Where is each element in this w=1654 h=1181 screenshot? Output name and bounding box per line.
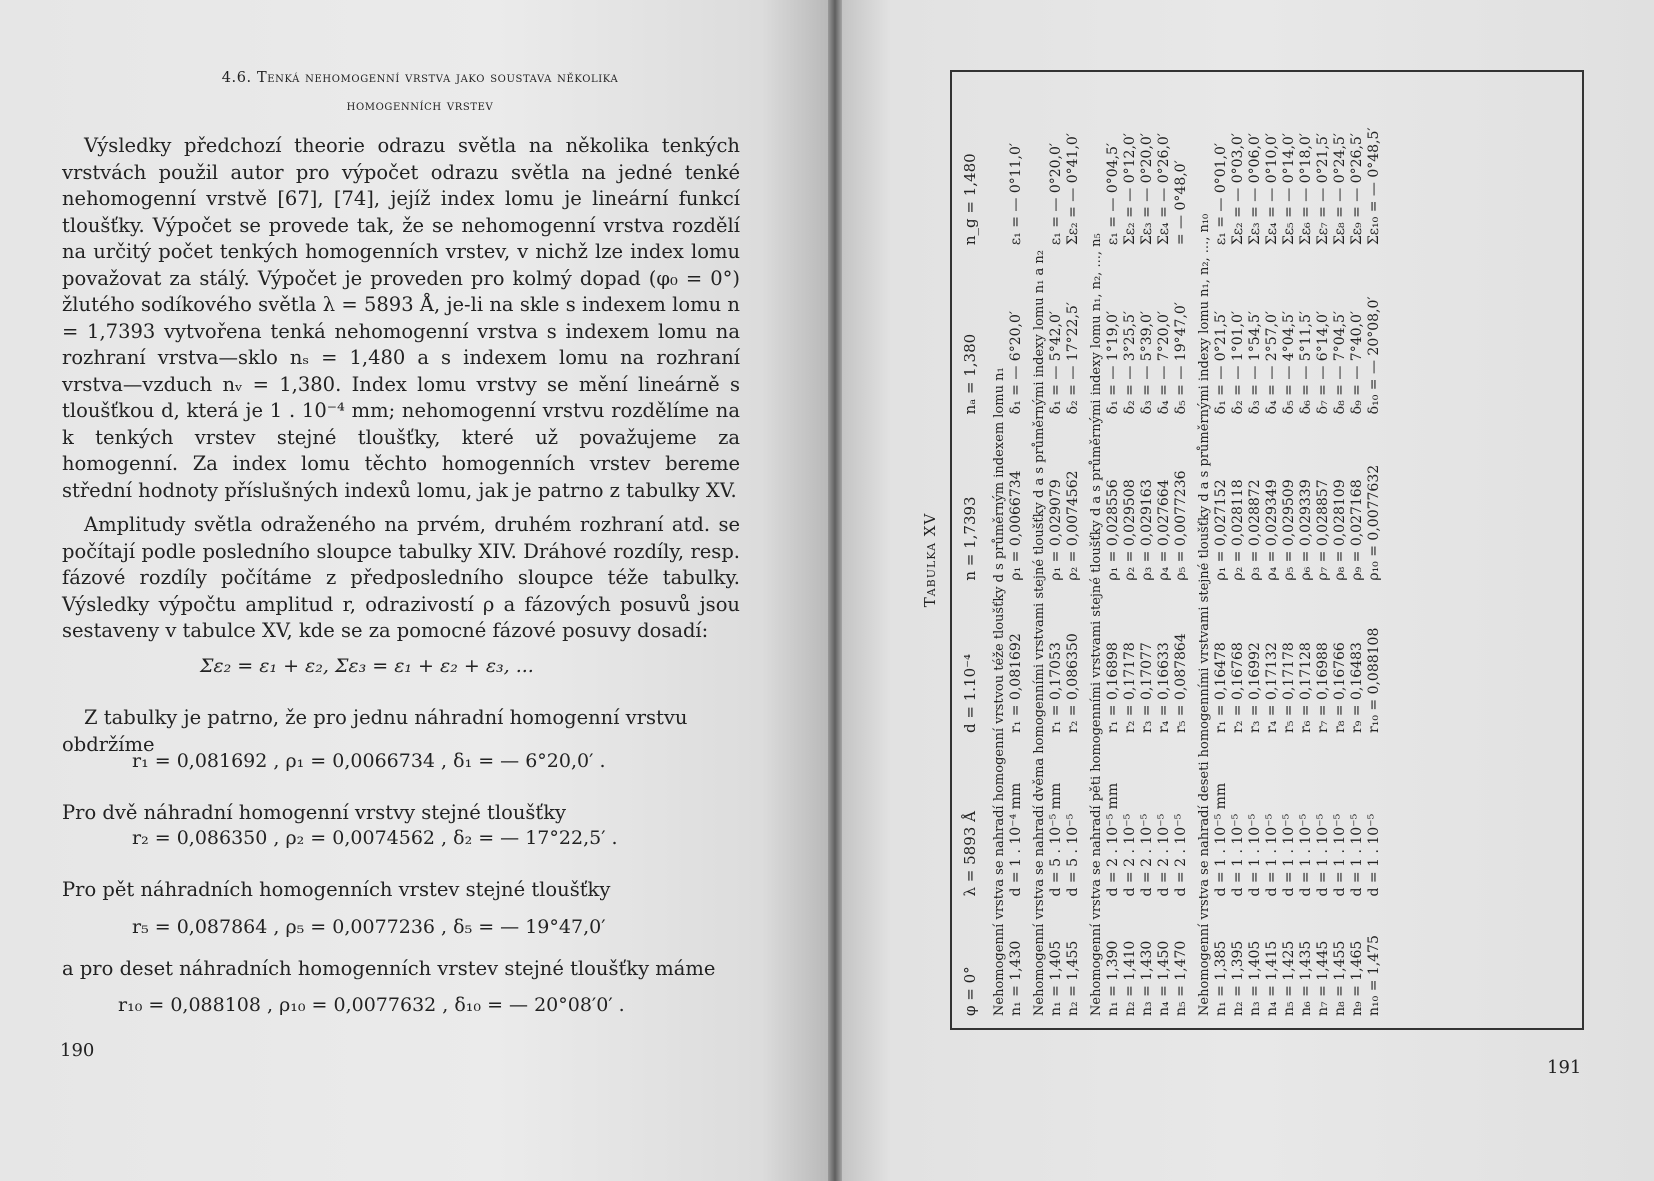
table-cell: d = 5 . 10⁻⁵ mm bbox=[1048, 782, 1064, 897]
table-cell: δ₉ = — 7°40,0′ bbox=[1349, 310, 1365, 415]
table-cell: ρ₁₀ = 0,0077632 bbox=[1366, 464, 1382, 581]
table-cell: n₄ = 1,450 bbox=[1156, 940, 1172, 1016]
paragraph-5: Pro pět náhradních homogenních vrstev stejné tloušťky bbox=[62, 878, 611, 901]
table-cell: Σε₃ = — 0°06,0′ bbox=[1247, 133, 1263, 246]
table-cell: r₅ = 0,087864 bbox=[1173, 633, 1189, 733]
table-cell: ρ₅ = 0,029509 bbox=[1281, 479, 1297, 581]
table-cell: n₅ = 1,425 bbox=[1281, 940, 1297, 1016]
table-cell: δ₂ = — 1°01,0′ bbox=[1230, 310, 1246, 415]
table-row bbox=[1213, 80, 1230, 1020]
table-cell: r₃ = 0,16992 bbox=[1247, 642, 1263, 733]
table-cell: ρ₇ = 0,028857 bbox=[1315, 479, 1331, 581]
data-table bbox=[962, 80, 1383, 1020]
table-cell: n₁ = 1,430 bbox=[1008, 940, 1024, 1016]
table-cell: ρ₁ = 0,029079 bbox=[1048, 479, 1064, 581]
table-cell: d = 2 . 10⁻⁵ bbox=[1173, 813, 1189, 897]
table-cell: ρ₁ = 0,0066734 bbox=[1008, 470, 1024, 581]
table-row bbox=[1139, 80, 1156, 1020]
param-n: n = 1,7393 bbox=[961, 496, 979, 581]
table-cell: δ₁ = — 5°42,0′ bbox=[1048, 310, 1064, 415]
page-number-left: 190 bbox=[60, 1040, 95, 1061]
section-caption-row bbox=[1082, 80, 1105, 1020]
table-cell: δ₆ = — 5°11,5′ bbox=[1298, 310, 1314, 415]
table-cell: n₅ = 1,470 bbox=[1173, 940, 1189, 1016]
table-cell: n₁ = 1,385 bbox=[1213, 940, 1229, 1016]
table-cell: ρ₄ = 0,027664 bbox=[1156, 479, 1172, 581]
table-cell: r₅ = 0,17178 bbox=[1281, 642, 1297, 733]
table-cell: = — 0°48,0′ bbox=[1173, 160, 1189, 246]
table-row bbox=[1264, 80, 1281, 1020]
section-caption-row bbox=[985, 80, 1008, 1020]
table-cell: δ₁ = — 1°19,0′ bbox=[1105, 310, 1121, 415]
table-cell: ε₁ = — 0°20,0′ bbox=[1048, 142, 1064, 246]
table-row bbox=[1173, 80, 1190, 1020]
table-row bbox=[1281, 80, 1298, 1020]
table-cell: ρ₂ = 0,028118 bbox=[1230, 479, 1246, 581]
table-cell: ε₁ = — 0°04,5′ bbox=[1105, 142, 1121, 246]
page-number-right: 191 bbox=[1547, 1057, 1582, 1078]
section-caption: Nehomogenní vrstva se nahradí dvěma homogenními vrstvami stejné tloušťky d a s průměrnými indexy lomu n₁ a n₂ bbox=[1032, 250, 1047, 1016]
table-rotated bbox=[962, 80, 1572, 1020]
table-cell: r₃ = 0,17077 bbox=[1139, 642, 1155, 733]
table-cell: n₂ = 1,410 bbox=[1122, 940, 1138, 1016]
table-row bbox=[1048, 80, 1065, 1020]
formula-ten-layers: r₁₀ = 0,088108 , ρ₁₀ = 0,0077632 , δ₁₀ = — 20°08′0′ . bbox=[118, 994, 625, 1016]
table-cell: Σε₈ = — 0°24,5′ bbox=[1332, 133, 1348, 246]
table-title: Tabulka XV bbox=[921, 512, 939, 608]
table-cell: r₁ = 0,081692 bbox=[1008, 633, 1024, 733]
table-row bbox=[1008, 80, 1025, 1020]
table-cell: ρ₁ = 0,028556 bbox=[1105, 479, 1121, 581]
param-phi: φ = 0° bbox=[961, 966, 979, 1016]
table-cell: Σε₂ = — 0°41,0′ bbox=[1065, 133, 1081, 246]
table-cell: n₃ = 1,430 bbox=[1139, 940, 1155, 1016]
section-caption-row bbox=[1190, 80, 1213, 1020]
table-cell: n₂ = 1,395 bbox=[1230, 940, 1246, 1016]
section-caption: Nehomogenní vrstva se nahradí pěti homogenními vrstvami stejné tloušťky d a s průměrnými indexy lomu n₁, n₂, ..., n₅ bbox=[1089, 233, 1104, 1016]
table-cell: r₄ = 0,16633 bbox=[1156, 642, 1172, 733]
table-cell: ε₁ = — 0°01,0′ bbox=[1213, 142, 1229, 246]
table-xv bbox=[950, 70, 1584, 1030]
table-cell: d = 5 . 10⁻⁵ bbox=[1065, 813, 1081, 897]
table-cell: ρ₃ = 0,029163 bbox=[1139, 479, 1155, 581]
table-cell: d = 2 . 10⁻⁵ bbox=[1139, 813, 1155, 897]
table-cell: d = 1 . 10⁻⁵ bbox=[1298, 813, 1314, 897]
table-row bbox=[1349, 80, 1366, 1020]
table-cell: d = 2 . 10⁻⁵ bbox=[1122, 813, 1138, 897]
table-cell: δ₁ = — 0°21,5′ bbox=[1213, 310, 1229, 415]
table-cell: ρ₂ = 0,029508 bbox=[1122, 479, 1138, 581]
table-cell: δ₁₀ = — 20°08,0′ bbox=[1366, 296, 1382, 415]
table-cell: n₈ = 1,455 bbox=[1332, 940, 1348, 1016]
table-cell: Σε₁₀ = — 0°48,5′ bbox=[1366, 127, 1382, 246]
section-caption: Nehomogenní vrstva se nahradí deseti homogenními vrstvami stejné tloušťky d a s průměrnými indexy lomu n₁, n₂, ..., n₁₀ bbox=[1197, 213, 1212, 1016]
table-row bbox=[1247, 80, 1264, 1020]
section-caption-row bbox=[1025, 80, 1048, 1020]
table-cell: n₁ = 1,405 bbox=[1048, 940, 1064, 1016]
table-cell: n₄ = 1,415 bbox=[1264, 940, 1280, 1016]
param-na: nₐ = 1,380 bbox=[961, 333, 979, 415]
formula-five-layers: r₅ = 0,087864 , ρ₅ = 0,0077236 , δ₅ = — 19°47,0′ bbox=[132, 916, 606, 938]
table-cell: δ₅ = — 4°04,5′ bbox=[1281, 310, 1297, 415]
table-cell: n₂ = 1,455 bbox=[1065, 940, 1081, 1016]
table-cell: r₇ = 0,16988 bbox=[1315, 642, 1331, 733]
table-cell: ρ₁ = 0,027152 bbox=[1213, 479, 1229, 581]
section-heading bbox=[120, 64, 720, 120]
table-cell: Σε₂ = — 0°12,0′ bbox=[1122, 133, 1138, 246]
paragraph-2: Amplitudy světla odraženého na prvém, druhém rozhraní atd. se počítají podle posledního sloupce tabulky XIV. Dráhové rozdíly, resp. fázové rozdíly počítáme z předposledního sloupce téže tabulky. Výsledky výpočtu amplitud r, odrazivostí ρ a fázových posuvů jsou sestaveny v tabulce XV, kde se za pomocné fázové posuvy dosadí: bbox=[62, 513, 740, 642]
table-cell: n₆ = 1,435 bbox=[1298, 940, 1314, 1016]
table-row bbox=[1065, 80, 1082, 1020]
table-row bbox=[1230, 80, 1247, 1020]
table-cell: δ₇ = — 6°14,0′ bbox=[1315, 310, 1331, 415]
heading-line-2: homogenních vrstev bbox=[346, 98, 494, 114]
heading-line-1: 4.6. Tenká nehomogenní vrstva jako soustava několika bbox=[221, 70, 619, 86]
paragraph-1: Výsledky předchozí theorie odrazu světla na několika tenkých vrstvách použil autor pro výpočet odrazu světla na jedné tenké nehomogenní vrstvě [67], [74], jejíž index lomu je lineární funkcí tloušťky. Výpočet se provede tak, že se nehomogenní vrstva rozdělí na určitý počet tenkých homogenních vrstev, v nichž lze index lomu považovat za stálý. Výpočet je proveden pro kolmý dopad (φ₀ = 0°) žlutého sodíkového světla λ = 5893 Å, je-li na skle s indexem lomu n = 1,7393 vytvořena tenká nehomogenní vrstva s indexem lomu na rozhraní vrstva—sklo nₛ = 1,480 a s indexem lomu na rozhraní vrstva—vzduch nᵥ = 1,380. Index lomu vrstvy se mění lineárně s tloušťkou d, která je 1 . 10⁻⁴ mm; nehomogenní vrstvu rozdělíme na k tenkých vrstev stejné tloušťky, které už považujeme za homogenní. Za index lomu těchto homogenních vrstev bereme střední hodnoty příslušných indexů lomu, jak je patrno z tabulky XV. bbox=[62, 134, 740, 502]
table-cell: δ₃ = — 1°54,5′ bbox=[1247, 310, 1263, 415]
paragraph-4: Pro dvě náhradní homogenní vrstvy stejné tloušťky bbox=[62, 801, 567, 824]
table-cell: Σε₄ = — 0°10,0′ bbox=[1264, 133, 1280, 246]
table-cell: d = 2 . 10⁻⁵ bbox=[1156, 813, 1172, 897]
table-cell: r₂ = 0,17178 bbox=[1122, 642, 1138, 733]
table-row bbox=[1366, 80, 1383, 1020]
table-cell: r₁₀ = 0,088108 bbox=[1366, 627, 1382, 733]
formula-sum: Σε₂ = ε₁ + ε₂, Σε₃ = ε₁ + ε₂ + ε₃, ... bbox=[200, 655, 534, 677]
table-cell: ρ₃ = 0,028872 bbox=[1247, 479, 1263, 581]
table-cell: ρ₈ = 0,028109 bbox=[1332, 479, 1348, 581]
table-cell: r₉ = 0,16483 bbox=[1349, 642, 1365, 733]
paragraph-6: a pro deset náhradních homogenních vrstev stejné tloušťky máme bbox=[62, 957, 716, 980]
table-cell: d = 1 . 10⁻⁵ bbox=[1281, 813, 1297, 897]
params-row bbox=[962, 80, 985, 1020]
table-cell: δ₄ = — 2°57,0′ bbox=[1264, 310, 1280, 415]
table-cell: r₁ = 0,17053 bbox=[1048, 642, 1064, 733]
table-row bbox=[1298, 80, 1315, 1020]
section-caption: Nehomogenní vrstva se nahradí homogenní vrstvou téže tloušťky d s průměrným indexem lomu n₁ bbox=[992, 367, 1007, 1016]
table-cell: ε₁ = — 0°11,0′ bbox=[1008, 142, 1024, 246]
table-cell: r₂ = 0,16768 bbox=[1230, 642, 1246, 733]
table-row bbox=[1122, 80, 1139, 1020]
formula-two-layers: r₂ = 0,086350 , ρ₂ = 0,0074562 , δ₂ = — 17°22,5′ . bbox=[132, 827, 618, 849]
table-cell: Σε₂ = — 0°03,0′ bbox=[1230, 133, 1246, 246]
table-cell: r₄ = 0,17132 bbox=[1264, 642, 1280, 733]
table-cell: δ₅ = — 19°47,0′ bbox=[1173, 302, 1189, 415]
table-cell: δ₄ = — 7°20,0′ bbox=[1156, 310, 1172, 415]
table-cell: n₁ = 1,390 bbox=[1105, 940, 1121, 1016]
param-d: d = 1.10⁻⁴ bbox=[961, 653, 979, 733]
table-cell: Σε₇ = — 0°21,5′ bbox=[1315, 133, 1331, 246]
table-cell: r₂ = 0,086350 bbox=[1065, 633, 1081, 733]
table-cell: δ₁ = — 6°20,0′ bbox=[1008, 310, 1024, 415]
table-cell: d = 1 . 10⁻⁵ bbox=[1366, 813, 1382, 897]
table-cell: δ₈ = — 7°04,5′ bbox=[1332, 310, 1348, 415]
table-row bbox=[1315, 80, 1332, 1020]
table-cell: d = 1 . 10⁻⁵ bbox=[1349, 813, 1365, 897]
table-cell: Σε₅ = — 0°14,0′ bbox=[1281, 133, 1297, 246]
table-cell: d = 1 . 10⁻⁴ mm bbox=[1008, 782, 1024, 897]
table-cell: n₉ = 1,465 bbox=[1349, 940, 1365, 1016]
table-cell: ρ₉ = 0,027168 bbox=[1349, 479, 1365, 581]
table-cell: r₁ = 0,16898 bbox=[1105, 642, 1121, 733]
table-title-wrap bbox=[905, 500, 955, 620]
table-cell: r₆ = 0,17128 bbox=[1298, 642, 1314, 733]
table-cell: d = 2 . 10⁻⁵ mm bbox=[1105, 782, 1121, 897]
table-cell: δ₃ = — 5°39,0′ bbox=[1139, 310, 1155, 415]
table-cell: Σε₉ = — 0°26,5′ bbox=[1349, 133, 1365, 246]
formula-one-layer: r₁ = 0,081692 , ρ₁ = 0,0066734 , δ₁ = — 6°20,0′ . bbox=[132, 750, 606, 772]
book-gutter bbox=[828, 0, 842, 1181]
table-cell: d = 1 . 10⁻⁵ mm bbox=[1213, 782, 1229, 897]
paragraph-3: Z tabulky je patrno, že pro jednu náhradní homogenní vrstvu obdržíme bbox=[62, 706, 688, 756]
table-cell: δ₂ = — 17°22,5′ bbox=[1065, 302, 1081, 415]
table-cell: r₁ = 0,16478 bbox=[1213, 642, 1229, 733]
table-cell: d = 1 . 10⁻⁵ bbox=[1332, 813, 1348, 897]
table-cell: ρ₄ = 0,029349 bbox=[1264, 479, 1280, 581]
param-lambda: λ = 5893 Å bbox=[961, 811, 979, 897]
table-cell: ρ₂ = 0,0074562 bbox=[1065, 470, 1081, 581]
table-cell: n₃ = 1,405 bbox=[1247, 940, 1263, 1016]
table-cell: d = 1 . 10⁻⁵ bbox=[1315, 813, 1331, 897]
table-row bbox=[1105, 80, 1122, 1020]
table-cell: δ₂ = — 3°25,5′ bbox=[1122, 310, 1138, 415]
table-cell: Σε₃ = — 0°20,0′ bbox=[1139, 133, 1155, 246]
table-cell: n₁₀ = 1,475 bbox=[1366, 935, 1382, 1016]
table-row bbox=[1156, 80, 1173, 1020]
table-cell: d = 1 . 10⁻⁵ bbox=[1230, 813, 1246, 897]
table-cell: Σε₄ = — 0°26,0′ bbox=[1156, 133, 1172, 246]
table-cell: ρ₅ = 0,0077236 bbox=[1173, 470, 1189, 581]
table-row bbox=[1332, 80, 1349, 1020]
table-cell: ρ₆ = 0,029339 bbox=[1298, 479, 1314, 581]
param-ng: n_g = 1,480 bbox=[961, 153, 979, 246]
table-cell: d = 1 . 10⁻⁵ bbox=[1264, 813, 1280, 897]
table-cell: n₇ = 1,445 bbox=[1315, 940, 1331, 1016]
table-cell: d = 1 . 10⁻⁵ bbox=[1247, 813, 1263, 897]
table-cell: r₈ = 0,16766 bbox=[1332, 642, 1348, 733]
table-cell: Σε₆ = — 0°18,0′ bbox=[1298, 133, 1314, 246]
